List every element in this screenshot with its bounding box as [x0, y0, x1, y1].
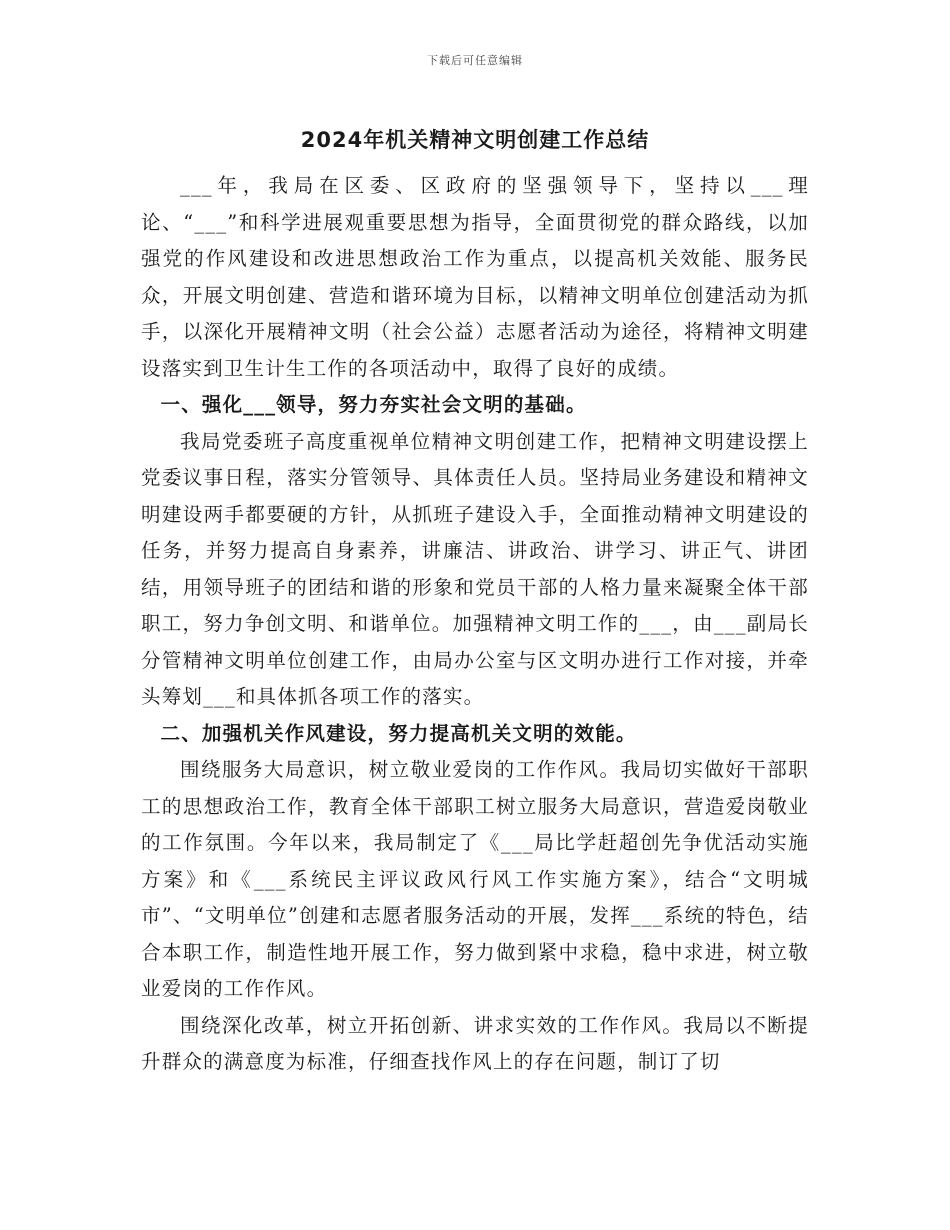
document-body — [141, 168, 809, 1081]
paragraph-intro: ___年，我局在区委、区政府的坚强领导下，坚持以___理论、“___”和科学进展观重要思想为指导，全面贯彻党的群众路线，以加强党的作风建设和改进思想政治工作为重点，以提高机关效能、服务民众，开展文明创建、营造和谐环境为目标，以精神文明单位创建活动为抓手，以深化开展精神文明（社会公益）志愿者活动为途径，将精神文明建设落实到卫生计生工作的各项活动中，取得了良好的成绩。 — [141, 174, 809, 380]
header-note: 下载后可任意编辑 — [427, 54, 523, 67]
document-title: 2024年机关精神文明创建工作总结 — [300, 128, 650, 152]
paragraph-section-1: 我局党委班子高度重视单位精神文明创建工作，把精神文明建设摆上党委议事日程，落实分管领导、具体责任人员。坚持局业务建设和精神文明建设两手都要硬的方针，从抓班子建设入手，全面推动精神文明建设的任务，并努力提高自身素养，讲廉洁、讲政治、讲学习、讲正气、讲团结，用领导班子的团结和谐的形象和党员干部的人格力量来凝聚全体干部职工，努力争创文明、和谐单位。加强精神文明工作的___，由___副局长分管精神文明单位创建工作，由局办公室与区文明办进行工作对接，并牵头筹划___和具体抓各项工作的落实。 — [141, 429, 809, 708]
section-heading-1: 一、强化___领导，努力夯实社会文明的基础。 — [160, 393, 587, 416]
paragraph-section-2a: 围绕服务大局意识，树立敬业爱岗的工作作风。我局切实做好干部职工的思想政治工作，教育全体干部职工树立服务大局意识，营造爱岗敬业的工作氛围。今年以来，我局制定了《___局比学赶超创先争优活动实施方案》和《___系统民主评议政风行风工作实施方案》，结合“文明城市”、“文明单位”创建和志愿者服务活动的开展，发挥___系统的特色，结合本职工作，制造性地开展工作，努力做到紧中求稳，稳中求进，树立敬业爱岗的工作作风。 — [141, 758, 809, 1000]
paragraph-section-2b: 围绕深化改革，树立开拓创新、讲求实效的工作作风。我局以不断提升群众的满意度为标准，仔细查找作风上的存在问题，制订了切 — [141, 1013, 809, 1073]
section-heading-2: 二、加强机关作风建设，努力提高机关文明的效能。 — [160, 721, 637, 745]
